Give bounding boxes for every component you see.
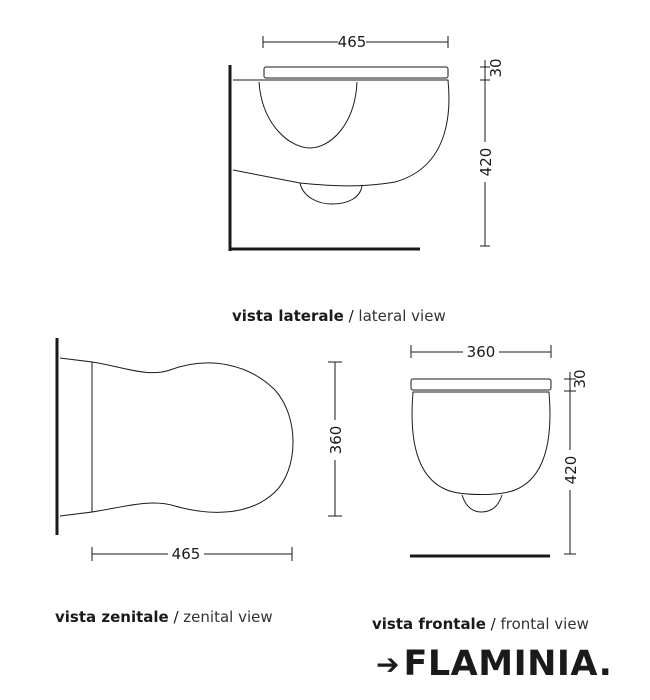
frontal-dim-seat-label: 30 — [571, 369, 589, 389]
brand-name: FLAMINIA. — [403, 644, 613, 684]
zenital-bowl — [92, 362, 293, 512]
lateral-view-caption — [232, 307, 446, 325]
frontal-caption-bold: vista frontale — [372, 615, 486, 633]
lateral-caption-separator: / — [343, 307, 359, 325]
zenital-dim-width-label: 360 — [327, 425, 345, 455]
lateral-caption-english: lateral view — [358, 307, 446, 325]
lateral-bowl — [233, 80, 449, 186]
lateral-dim-seat-label: 30 — [487, 58, 505, 78]
zenital-back-plate — [60, 358, 92, 516]
frontal-bowl — [412, 392, 550, 495]
zenital-view-caption — [55, 608, 273, 626]
zenital-caption-bold: vista zenitale — [55, 608, 169, 626]
zenital-dim-length-label: 465 — [171, 545, 201, 563]
arrow-icon: ➔ — [376, 647, 400, 681]
lateral-caption-bold: vista laterale — [232, 307, 344, 325]
frontal-view — [410, 343, 589, 556]
frontal-dim-height-label: 420 — [562, 455, 580, 485]
lateral-dim-width-label: 465 — [337, 33, 367, 51]
zenital-caption-english: zenital view — [183, 608, 273, 626]
frontal-caption-separator: / — [485, 615, 501, 633]
frontal-outlet — [462, 495, 502, 512]
lateral-seat — [264, 67, 448, 78]
lateral-dim-height-label: 420 — [477, 147, 495, 177]
frontal-dim-width-label: 360 — [466, 343, 496, 361]
flaminia-logo — [376, 642, 646, 686]
lateral-basin — [259, 82, 357, 148]
zenital-view — [57, 338, 345, 563]
lateral-view — [230, 33, 505, 251]
frontal-view-caption — [372, 615, 589, 633]
frontal-caption-english: frontal view — [500, 615, 589, 633]
zenital-caption-separator: / — [168, 608, 184, 626]
frontal-seat — [411, 379, 551, 390]
